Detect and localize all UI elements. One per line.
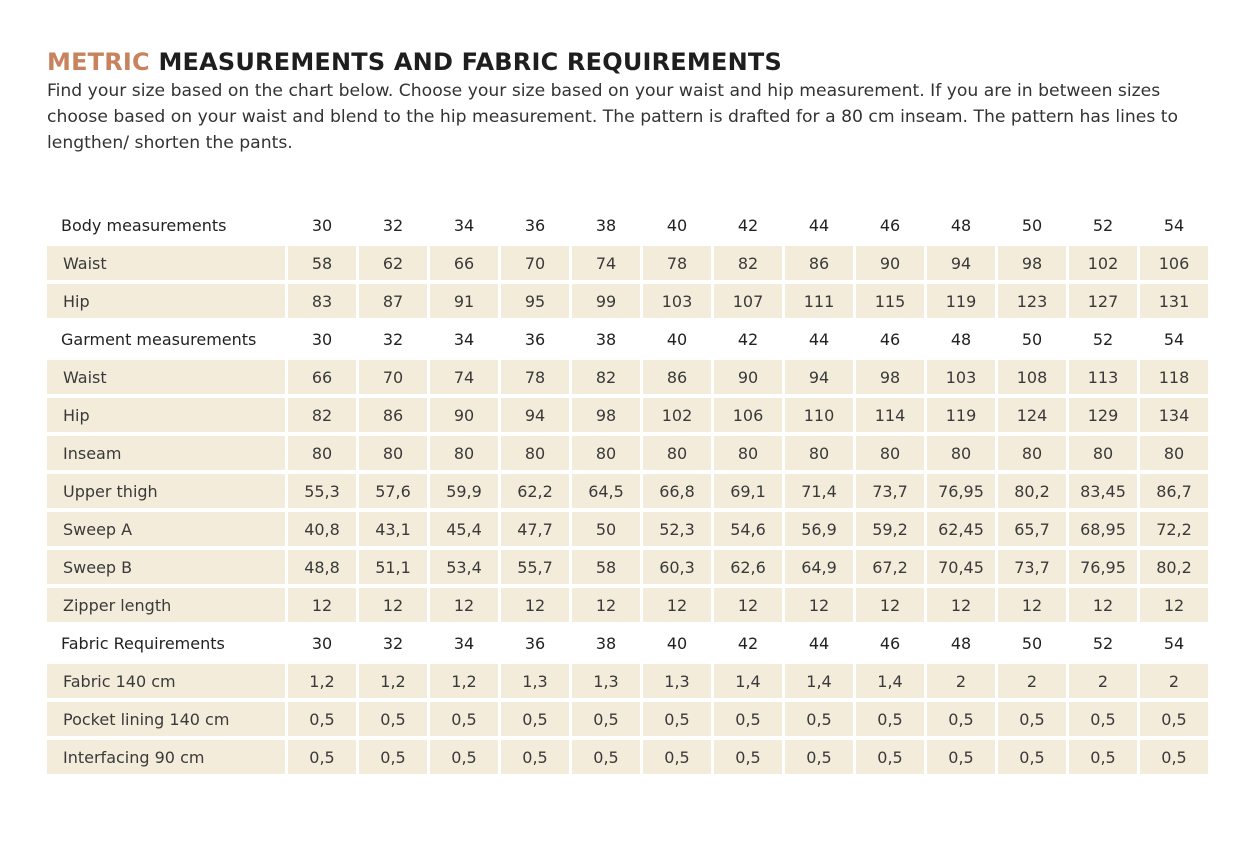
title-rest: MEASUREMENTS AND FABRIC REQUIREMENTS xyxy=(158,48,782,76)
row-label: Fabric 140 cm xyxy=(47,664,285,698)
section-heading: Garment measurements xyxy=(61,329,257,349)
section-heading: Fabric Requirements xyxy=(61,633,225,653)
row-label: Zipper length xyxy=(47,588,285,622)
table-cell: 80 xyxy=(288,436,356,470)
size-header-cell: 32 xyxy=(382,633,404,653)
table-cell: 12 xyxy=(572,588,640,622)
table-cell: 86,7 xyxy=(1140,474,1208,508)
table-cell: 12 xyxy=(288,588,356,622)
size-header-cell: 52 xyxy=(1092,329,1114,349)
table-cell: 0,5 xyxy=(430,702,498,736)
size-header-cell: 34 xyxy=(453,633,475,653)
size-header-cell: 44 xyxy=(808,329,830,349)
table-cell: 59,9 xyxy=(430,474,498,508)
table-cell: 87 xyxy=(359,284,427,318)
size-header-cell: 30 xyxy=(311,329,333,349)
table-cell: 65,7 xyxy=(998,512,1066,546)
table-cell: 12 xyxy=(714,588,782,622)
table-row xyxy=(47,284,1212,322)
table-cell: 102 xyxy=(643,398,711,432)
table-row xyxy=(47,512,1212,550)
size-header-cell: 40 xyxy=(666,633,688,653)
table-cell: 1,2 xyxy=(359,664,427,698)
section-header-row xyxy=(47,322,1212,360)
table-cell: 76,95 xyxy=(927,474,995,508)
size-header-cell: 50 xyxy=(1021,215,1043,235)
size-header-cell: 52 xyxy=(1092,215,1114,235)
table-cell: 69,1 xyxy=(714,474,782,508)
size-header-cell: 32 xyxy=(382,329,404,349)
row-label: Pocket lining 140 cm xyxy=(47,702,285,736)
table-cell: 62,45 xyxy=(927,512,995,546)
table-row xyxy=(47,588,1212,626)
table-cell: 80 xyxy=(856,436,924,470)
table-cell: 0,5 xyxy=(714,702,782,736)
table-cell: 60,3 xyxy=(643,550,711,584)
row-label: Waist xyxy=(47,246,285,280)
row-label: Waist xyxy=(47,360,285,394)
table-cell: 80 xyxy=(359,436,427,470)
table-cell: 12 xyxy=(430,588,498,622)
table-cell: 94 xyxy=(501,398,569,432)
table-cell: 80 xyxy=(501,436,569,470)
table-cell: 0,5 xyxy=(643,740,711,774)
table-cell: 12 xyxy=(1140,588,1208,622)
section-header-row xyxy=(47,626,1212,664)
table-cell: 1,2 xyxy=(288,664,356,698)
size-header-cell: 30 xyxy=(311,633,333,653)
table-cell: 73,7 xyxy=(856,474,924,508)
table-cell: 12 xyxy=(501,588,569,622)
size-header-cell: 48 xyxy=(950,329,972,349)
table-cell: 80 xyxy=(430,436,498,470)
table-cell: 113 xyxy=(1069,360,1137,394)
table-cell: 0,5 xyxy=(1069,702,1137,736)
size-header-cell: 44 xyxy=(808,633,830,653)
table-cell: 0,5 xyxy=(359,702,427,736)
size-header-cell: 30 xyxy=(311,215,333,235)
table-cell: 70 xyxy=(359,360,427,394)
table-cell: 70 xyxy=(501,246,569,280)
table-cell: 52,3 xyxy=(643,512,711,546)
table-cell: 119 xyxy=(927,398,995,432)
table-cell: 53,4 xyxy=(430,550,498,584)
size-header-cell: 34 xyxy=(453,329,475,349)
table-row xyxy=(47,436,1212,474)
table-cell: 94 xyxy=(785,360,853,394)
table-cell: 0,5 xyxy=(430,740,498,774)
table-cell: 80 xyxy=(714,436,782,470)
table-cell: 55,3 xyxy=(288,474,356,508)
table-cell: 58 xyxy=(572,550,640,584)
size-header-cell: 50 xyxy=(1021,329,1043,349)
table-cell: 80 xyxy=(1140,436,1208,470)
size-header-cell: 32 xyxy=(382,215,404,235)
table-cell: 45,4 xyxy=(430,512,498,546)
table-cell: 134 xyxy=(1140,398,1208,432)
table-cell: 0,5 xyxy=(572,702,640,736)
table-cell: 1,4 xyxy=(785,664,853,698)
table-row xyxy=(47,740,1212,778)
table-cell: 118 xyxy=(1140,360,1208,394)
table-row xyxy=(47,246,1212,284)
page-header xyxy=(47,48,1212,156)
size-header-cell: 40 xyxy=(666,329,688,349)
table-cell: 114 xyxy=(856,398,924,432)
table-cell: 12 xyxy=(998,588,1066,622)
size-header-cell: 52 xyxy=(1092,633,1114,653)
table-cell: 12 xyxy=(643,588,711,622)
table-cell: 67,2 xyxy=(856,550,924,584)
table-row xyxy=(47,398,1212,436)
table-cell: 98 xyxy=(572,398,640,432)
size-header-cell: 38 xyxy=(595,215,617,235)
size-header-cell: 46 xyxy=(879,633,901,653)
table-cell: 0,5 xyxy=(501,740,569,774)
table-cell: 80 xyxy=(927,436,995,470)
table-cell: 71,4 xyxy=(785,474,853,508)
table-cell: 12 xyxy=(1069,588,1137,622)
table-cell: 74 xyxy=(572,246,640,280)
table-cell: 115 xyxy=(856,284,924,318)
table-cell: 83,45 xyxy=(1069,474,1137,508)
row-label: Inseam xyxy=(47,436,285,470)
table-cell: 82 xyxy=(572,360,640,394)
table-cell: 66 xyxy=(430,246,498,280)
table-cell: 111 xyxy=(785,284,853,318)
table-cell: 12 xyxy=(927,588,995,622)
table-cell: 0,5 xyxy=(1140,740,1208,774)
row-label: Sweep A xyxy=(47,512,285,546)
table-cell: 95 xyxy=(501,284,569,318)
table-cell: 102 xyxy=(1069,246,1137,280)
table-cell: 62,6 xyxy=(714,550,782,584)
table-cell: 0,5 xyxy=(643,702,711,736)
table-cell: 86 xyxy=(785,246,853,280)
table-cell: 0,5 xyxy=(1069,740,1137,774)
table-cell: 91 xyxy=(430,284,498,318)
table-cell: 0,5 xyxy=(856,702,924,736)
table-cell: 1,3 xyxy=(643,664,711,698)
table-row xyxy=(47,702,1212,740)
table-cell: 66,8 xyxy=(643,474,711,508)
section-heading: Body measurements xyxy=(61,215,227,235)
table-cell: 80 xyxy=(572,436,640,470)
table-cell: 103 xyxy=(643,284,711,318)
table-cell: 2 xyxy=(1140,664,1208,698)
intro-text: Find your size based on the chart below. Choose your size based on your waist and hip measurement. If you are in between sizes choose based on your waist and blend to the hip measurement. The pattern is drafted for a 80 cm inseam. The pattern has lines to lengthen/ shorten the pants. xyxy=(47,81,1179,153)
table-cell: 0,5 xyxy=(288,702,356,736)
table-cell: 110 xyxy=(785,398,853,432)
table-cell: 0,5 xyxy=(785,740,853,774)
table-cell: 108 xyxy=(998,360,1066,394)
table-cell: 0,5 xyxy=(998,740,1066,774)
size-header-cell: 54 xyxy=(1163,633,1185,653)
table-cell: 48,8 xyxy=(288,550,356,584)
table-row xyxy=(47,360,1212,398)
table-cell: 98 xyxy=(998,246,1066,280)
table-cell: 2 xyxy=(998,664,1066,698)
table-cell: 94 xyxy=(927,246,995,280)
table-row xyxy=(47,474,1212,512)
size-header-cell: 40 xyxy=(666,215,688,235)
table-cell: 80 xyxy=(785,436,853,470)
size-header-cell: 50 xyxy=(1021,633,1043,653)
table-cell: 56,9 xyxy=(785,512,853,546)
table-cell: 0,5 xyxy=(501,702,569,736)
table-cell: 123 xyxy=(998,284,1066,318)
table-cell: 82 xyxy=(714,246,782,280)
table-cell: 62,2 xyxy=(501,474,569,508)
table-cell: 86 xyxy=(359,398,427,432)
size-header-cell: 54 xyxy=(1163,329,1185,349)
table-cell: 86 xyxy=(643,360,711,394)
size-header-cell: 44 xyxy=(808,215,830,235)
table-cell: 106 xyxy=(714,398,782,432)
table-cell: 1,2 xyxy=(430,664,498,698)
table-cell: 119 xyxy=(927,284,995,318)
table-cell: 70,45 xyxy=(927,550,995,584)
table-cell: 80 xyxy=(1069,436,1137,470)
size-header-cell: 48 xyxy=(950,215,972,235)
table-cell: 0,5 xyxy=(572,740,640,774)
table-cell: 124 xyxy=(998,398,1066,432)
size-header-cell: 36 xyxy=(524,329,546,349)
table-row xyxy=(47,664,1212,702)
size-header-cell: 42 xyxy=(737,215,759,235)
table-cell: 98 xyxy=(856,360,924,394)
table-cell: 72,2 xyxy=(1140,512,1208,546)
table-cell: 64,9 xyxy=(785,550,853,584)
table-cell: 127 xyxy=(1069,284,1137,318)
table-cell: 99 xyxy=(572,284,640,318)
row-label: Hip xyxy=(47,284,285,318)
size-header-cell: 36 xyxy=(524,215,546,235)
row-label: Upper thigh xyxy=(47,474,285,508)
table-cell: 80,2 xyxy=(998,474,1066,508)
table-cell: 106 xyxy=(1140,246,1208,280)
table-cell: 58 xyxy=(288,246,356,280)
table-cell: 107 xyxy=(714,284,782,318)
row-label: Sweep B xyxy=(47,550,285,584)
size-header-cell: 36 xyxy=(524,633,546,653)
table-cell: 78 xyxy=(643,246,711,280)
table-cell: 0,5 xyxy=(785,702,853,736)
size-header-cell: 54 xyxy=(1163,215,1185,235)
table-cell: 2 xyxy=(1069,664,1137,698)
size-chart-table xyxy=(47,208,1212,778)
size-header-cell: 46 xyxy=(879,215,901,235)
table-cell: 0,5 xyxy=(359,740,427,774)
table-cell: 1,4 xyxy=(714,664,782,698)
table-cell: 1,3 xyxy=(501,664,569,698)
table-cell: 59,2 xyxy=(856,512,924,546)
table-cell: 131 xyxy=(1140,284,1208,318)
table-cell: 1,3 xyxy=(572,664,640,698)
table-cell: 0,5 xyxy=(927,740,995,774)
table-cell: 12 xyxy=(856,588,924,622)
table-cell: 12 xyxy=(785,588,853,622)
size-header-cell: 46 xyxy=(879,329,901,349)
size-header-cell: 48 xyxy=(950,633,972,653)
table-cell: 90 xyxy=(856,246,924,280)
table-cell: 50 xyxy=(572,512,640,546)
table-cell: 103 xyxy=(927,360,995,394)
table-cell: 12 xyxy=(359,588,427,622)
section-header-row xyxy=(47,208,1212,246)
table-cell: 43,1 xyxy=(359,512,427,546)
size-header-cell: 42 xyxy=(737,329,759,349)
table-cell: 129 xyxy=(1069,398,1137,432)
table-cell: 90 xyxy=(714,360,782,394)
table-row xyxy=(47,550,1212,588)
table-cell: 78 xyxy=(501,360,569,394)
table-cell: 74 xyxy=(430,360,498,394)
table-cell: 90 xyxy=(430,398,498,432)
size-header-cell: 42 xyxy=(737,633,759,653)
size-header-cell: 38 xyxy=(595,329,617,349)
table-cell: 68,95 xyxy=(1069,512,1137,546)
table-cell: 47,7 xyxy=(501,512,569,546)
table-cell: 2 xyxy=(927,664,995,698)
title-accent: METRIC xyxy=(47,48,150,76)
table-cell: 0,5 xyxy=(927,702,995,736)
table-cell: 0,5 xyxy=(998,702,1066,736)
table-cell: 73,7 xyxy=(998,550,1066,584)
table-cell: 66 xyxy=(288,360,356,394)
table-cell: 0,5 xyxy=(856,740,924,774)
table-cell: 0,5 xyxy=(1140,702,1208,736)
table-cell: 76,95 xyxy=(1069,550,1137,584)
table-cell: 80 xyxy=(643,436,711,470)
table-cell: 57,6 xyxy=(359,474,427,508)
table-cell: 51,1 xyxy=(359,550,427,584)
row-label: Hip xyxy=(47,398,285,432)
row-label: Interfacing 90 cm xyxy=(47,740,285,774)
table-cell: 1,4 xyxy=(856,664,924,698)
table-cell: 55,7 xyxy=(501,550,569,584)
table-cell: 40,8 xyxy=(288,512,356,546)
table-cell: 62 xyxy=(359,246,427,280)
table-cell: 80,2 xyxy=(1140,550,1208,584)
table-cell: 0,5 xyxy=(714,740,782,774)
table-cell: 82 xyxy=(288,398,356,432)
table-cell: 80 xyxy=(998,436,1066,470)
size-header-cell: 34 xyxy=(453,215,475,235)
table-cell: 64,5 xyxy=(572,474,640,508)
size-header-cell: 38 xyxy=(595,633,617,653)
page-title xyxy=(47,48,1212,76)
table-cell: 54,6 xyxy=(714,512,782,546)
table-cell: 0,5 xyxy=(288,740,356,774)
table-cell: 83 xyxy=(288,284,356,318)
